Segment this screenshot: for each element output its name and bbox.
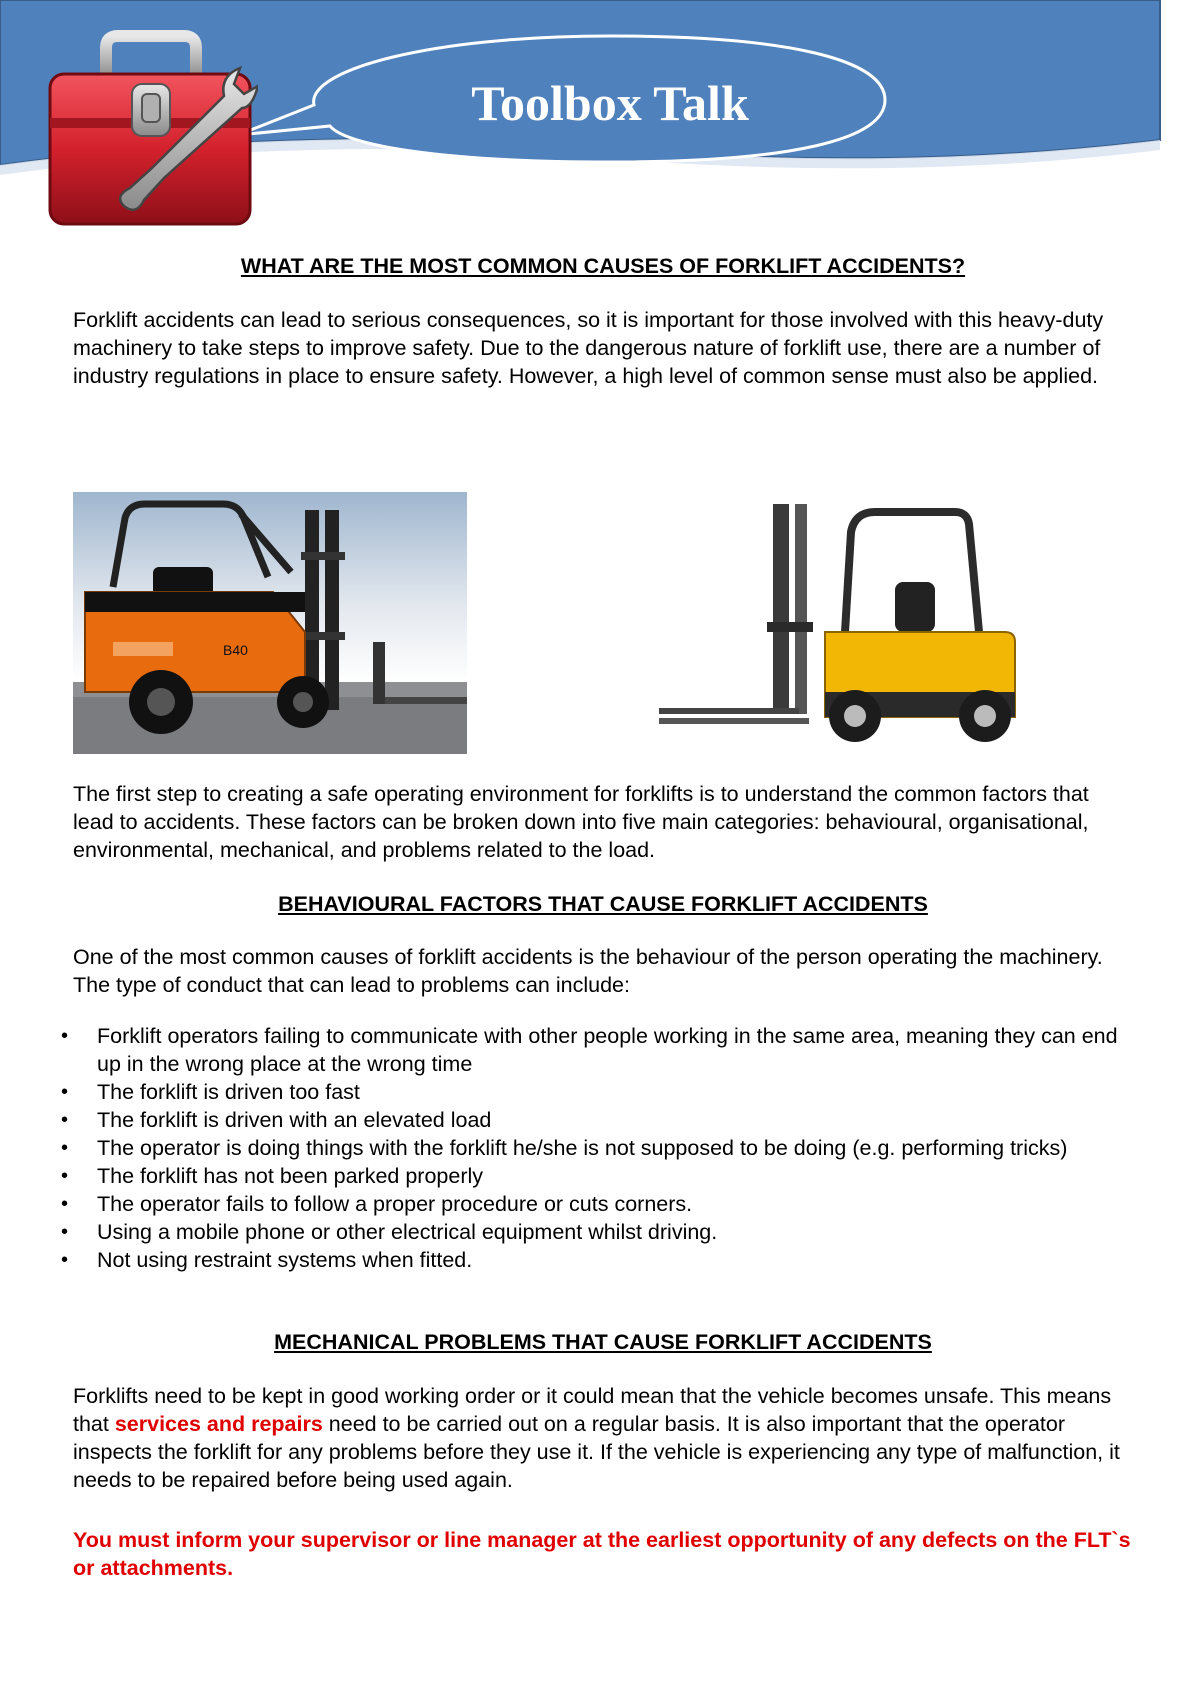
forklift-photo-left [73, 492, 467, 754]
mechanical-text-start: Forklifts need to be kept in good working order or it could mean that the vehicle becomes unsafe. This means that [73, 1384, 1112, 1436]
heading-mechanical-problems: MECHANICAL PROBLEMS THAT CAUSE FORKLIFT ACCIDENTS [274, 1330, 932, 1354]
list-item: • The operator fails to follow a proper procedure or cuts corners. [73, 1190, 1133, 1218]
mechanical-paragraph [73, 1382, 1133, 1494]
list-item: • Forklift operators failing to communicate with other people working in the same area, meaning they can end up in the wrong place at the wrong time [73, 1022, 1133, 1078]
page-title: Toolbox Talk [471, 75, 749, 131]
model-label: B40 [223, 642, 248, 658]
supervisor-warning: You must inform your supervisor or line manager at the earliest opportunity of any defects on the FLT`s or attachments. [73, 1528, 1131, 1580]
list-item: • The forklift is driven with an elevated load [73, 1106, 1133, 1134]
forklift-photo-right [655, 492, 1033, 754]
mechanical-text-end: need to be carried out on a regular basis. It is also important that the operator inspects the forklift for any problems before they use it. If the vehicle is experiencing any type of malfunction, it needs to be repaired before being used again. [73, 1412, 1120, 1492]
list-item: • Not using restraint systems when fitted. [73, 1246, 1133, 1274]
categories-paragraph: The first step to creating a safe operating environment for forklifts is to understand the common factors that lead to accidents. These factors can be broken down into five main categories: behavioural, organisational, environmental, mechanical, and problems related to the load. [73, 782, 1089, 862]
behaviour-paragraph: One of the most common causes of forklift accidents is the behaviour of the person operating the machinery. The type of conduct that can lead to problems can include: [73, 945, 1103, 997]
list-item: • Using a mobile phone or other electrical equipment whilst driving. [73, 1218, 1133, 1246]
intro-paragraph: Forklift accidents can lead to serious consequences, so it is important for those involved with this heavy-duty machinery to take steps to improve safety. Due to the dangerous nature of forklift use, there are a number of industry regulations in place to ensure safety. However, a high level of common sense must also be applied. [73, 308, 1104, 388]
behaviour-bullet-list [73, 1022, 1133, 1274]
list-item: • The operator is doing things with the forklift he/she is not supposed to be doing (e.g. performing tricks) [73, 1134, 1133, 1162]
heading-behavioural-factors: BEHAVIOURAL FACTORS THAT CAUSE FORKLIFT ACCIDENTS [278, 892, 928, 916]
heading-common-causes: WHAT ARE THE MOST COMMON CAUSES OF FORKLIFT ACCIDENTS? [240, 254, 966, 278]
list-item: • The forklift has not been parked properly [73, 1162, 1133, 1190]
services-repairs-highlight: services and repairs [114, 1412, 323, 1436]
list-item: • The forklift is driven too fast [73, 1078, 1133, 1106]
toolbox-icon [44, 28, 258, 233]
